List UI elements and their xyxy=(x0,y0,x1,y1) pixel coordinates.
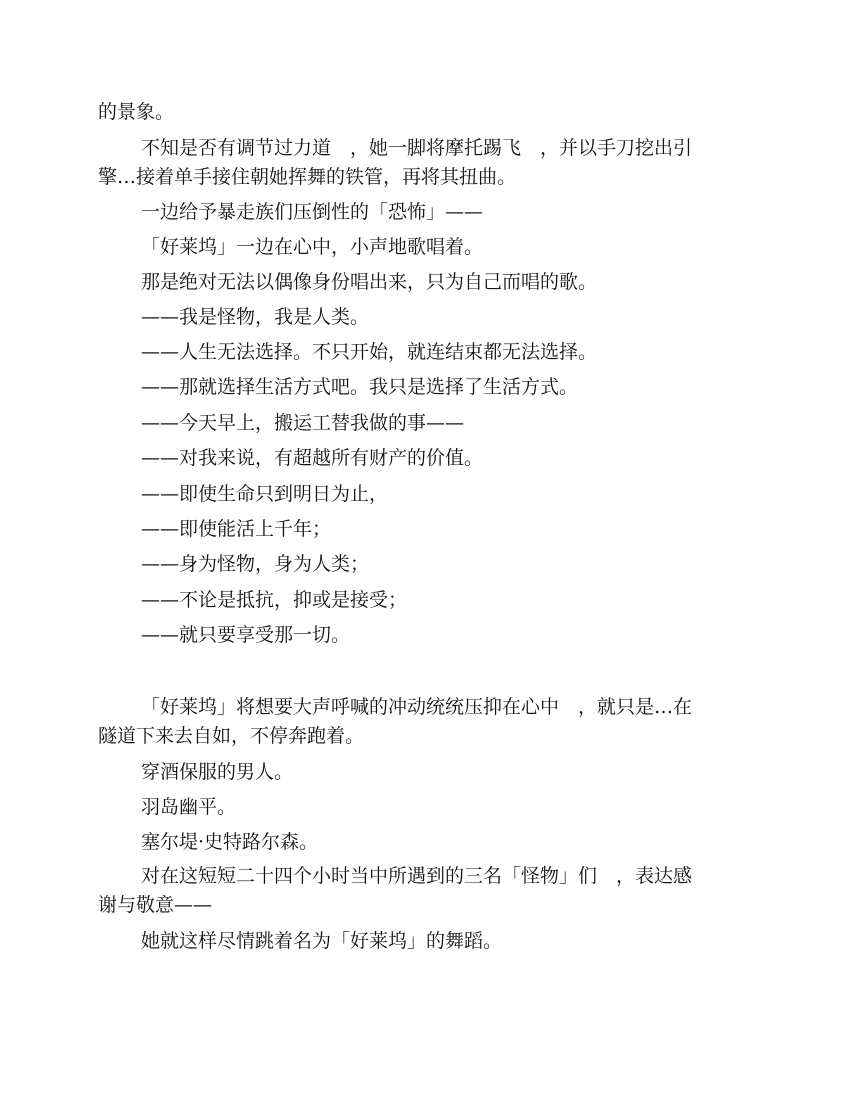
text-line: ——即使生命只到明日为止， xyxy=(141,483,389,505)
text-line: ——对我来说，有超越所有财产的价值。 xyxy=(141,447,484,469)
text-line: 羽岛幽平。 xyxy=(141,796,237,818)
paragraph xyxy=(141,515,801,544)
paragraph xyxy=(141,550,801,579)
text-line: 的景象。 xyxy=(98,101,175,123)
text-line: 一边给予暴走族们压倒性的「恐怖」—— xyxy=(141,201,484,223)
paragraph xyxy=(98,693,801,751)
paragraph xyxy=(141,758,801,787)
paragraph xyxy=(98,862,801,920)
text-line: ——就只要享受那一切。 xyxy=(141,624,351,646)
paragraph xyxy=(141,621,801,650)
paragraph xyxy=(141,927,801,956)
paragraph xyxy=(141,444,801,473)
text-line: 擎…接着单手接住朝她挥舞的铁管，再将其扭曲。 xyxy=(98,166,517,188)
text-line: ——身为怪物，身为人类； xyxy=(141,553,370,575)
text-line: ——那就选择生活方式吧。我只是选择了生活方式。 xyxy=(141,376,579,398)
text-line: 她就这样尽情跳着名为「好莱坞」的舞蹈。 xyxy=(141,930,503,952)
text-line: ——不论是抵抗，抑或是接受； xyxy=(141,589,408,611)
text-line: ——即使能活上千年； xyxy=(141,518,332,540)
paragraph xyxy=(141,338,801,367)
paragraph xyxy=(141,233,801,262)
text-line: 对在这短短二十四个小时当中所遇到的三名「怪物」们 ，表达感 xyxy=(141,865,693,887)
paragraph xyxy=(141,793,801,822)
paragraph xyxy=(141,828,801,857)
text-line: 「好莱坞」将想要大声呼喊的冲动统统压抑在心中 ，就只是…在 xyxy=(141,696,693,718)
paragraph xyxy=(141,373,801,402)
text-line: 穿酒保服的男人。 xyxy=(141,761,294,783)
text-line: 那是绝对无法以偶像身份唱出来，只为自己而唱的歌。 xyxy=(141,271,598,293)
paragraph xyxy=(141,409,801,438)
text-line: ——今天早上，搬运工替我做的事—— xyxy=(141,412,465,434)
text-line: ——我是怪物，我是人类。 xyxy=(141,306,370,328)
text-line: 隧道下来去自如，不停奔跑着。 xyxy=(98,725,365,747)
text-line: 不知是否有调节过力道 ，她一脚将摩托踢飞 ，并以手刀挖出引 xyxy=(141,137,693,159)
paragraph xyxy=(141,586,801,615)
text-line: 塞尔堤·史特路尔森。 xyxy=(141,831,319,853)
text-line: 谢与敬意—— xyxy=(98,894,213,916)
paragraph xyxy=(98,134,801,192)
paragraph xyxy=(141,303,801,332)
paragraph xyxy=(98,98,758,127)
paragraph xyxy=(141,268,801,297)
paragraph xyxy=(141,198,801,227)
text-line: ——人生无法选择。不只开始，就连结束都无法选择。 xyxy=(141,341,598,363)
text-line: 「好莱坞」一边在心中，小声地歌唱着。 xyxy=(141,236,484,258)
paragraph xyxy=(141,480,801,509)
